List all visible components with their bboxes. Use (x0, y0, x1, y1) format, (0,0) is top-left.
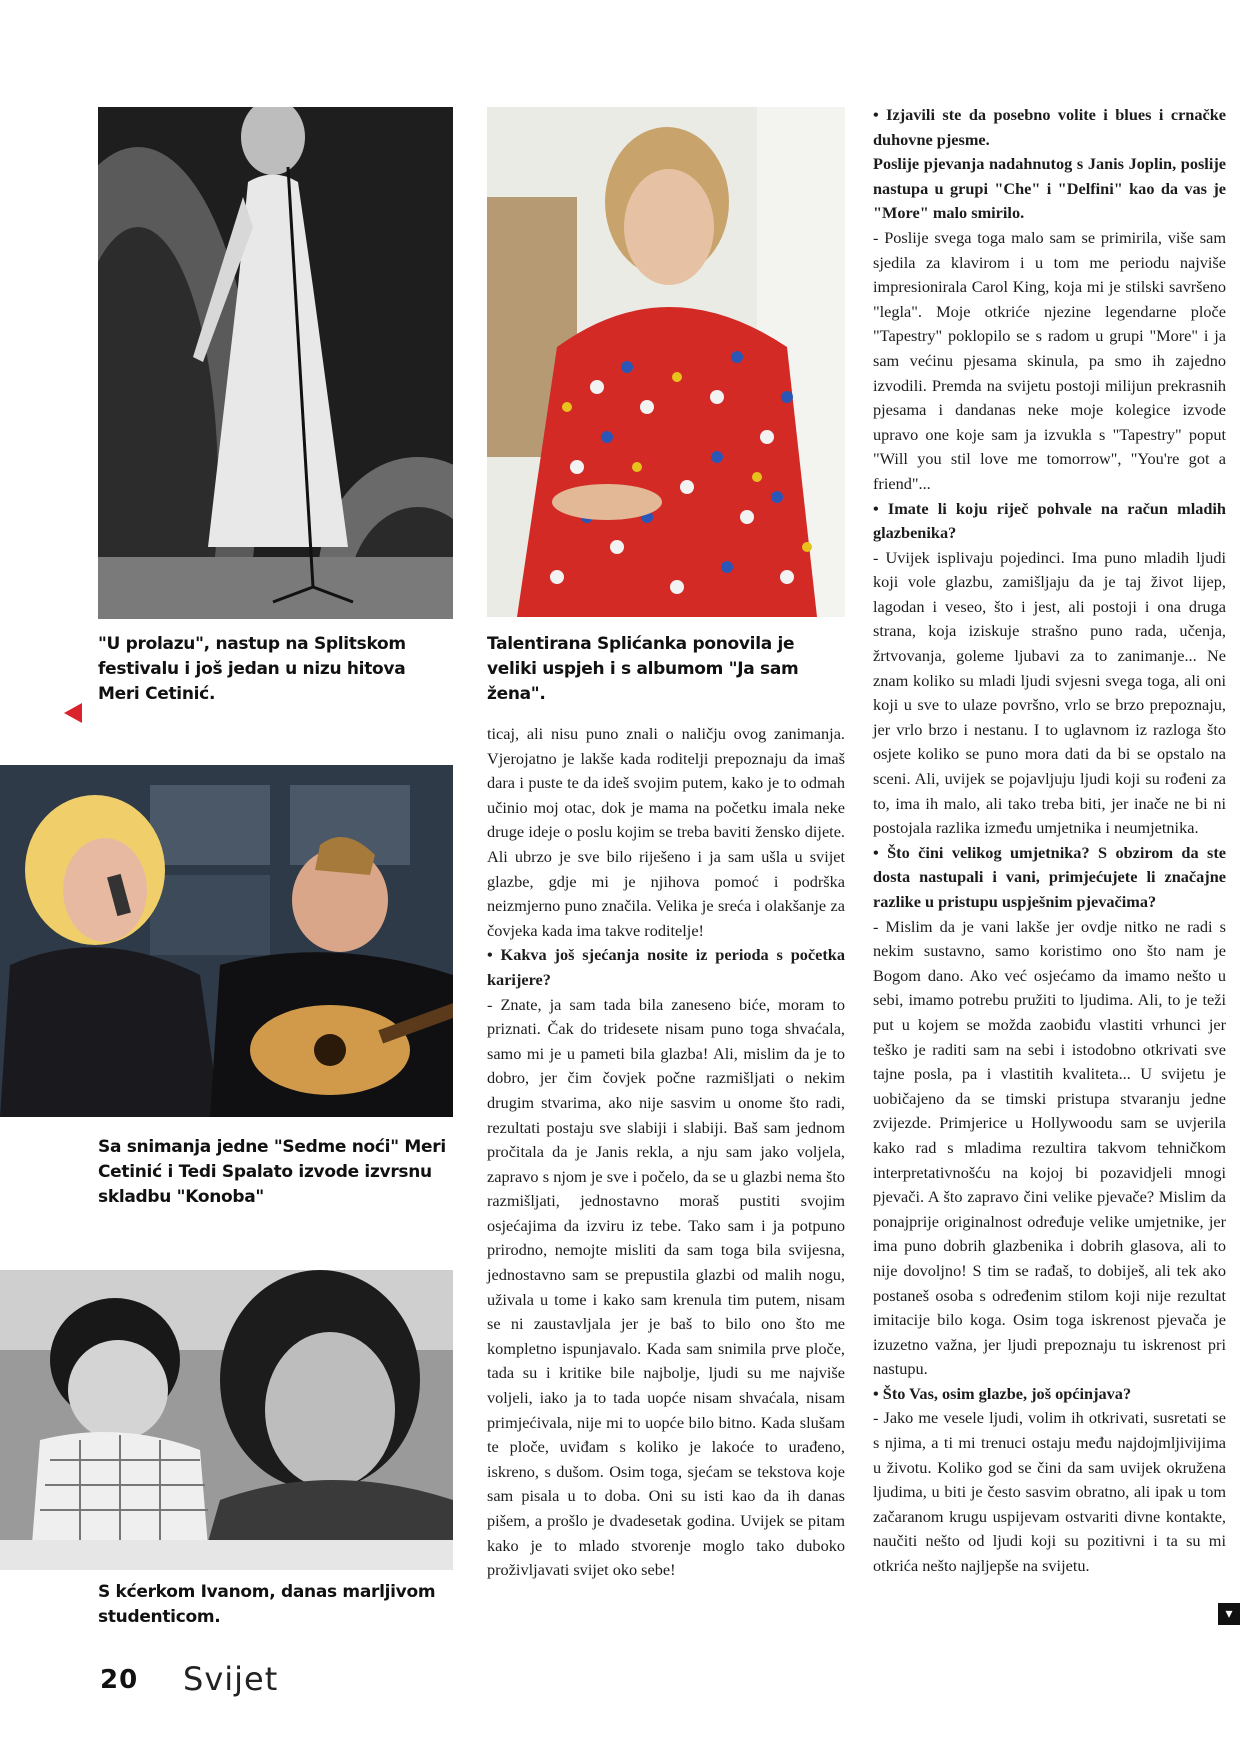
caption-photo-2: Talentirana Splićanka ponovila je veliki uspjeh i s albumom "Ja sam žena". (487, 634, 799, 704)
right-question-1: • Izjavili ste da posebno volite i blues i crnačke duhovne pjesme. (873, 105, 1226, 149)
right-paragraph-3: - Mislim da je vani lakše jer ovdje nitko ne radi s nekim sustavno, samo koristimo ono što nam je Bogom dano. Ako već osjećamo da imamo nešto u sebi, imamo potrebu pružiti to ljudima. Ali, to je teži put u kojem se možda zaobiđu vlastiti vrhunci jer teško je raditi sam na sebi i istodobno otkrivati sve tajne posla, pa i vlastitih kvaliteta... U svijetu je uobičajeno da se timski pristupa stvaranju jedne zvijezde. Primjerice u Hollywoodu sam se uvjerila kako rad s mladima rezultira takvom tehničkom interpretativnošću na kojoj bi pozavidjeli mnogi pjevači. A što zapravo čini velike pjevače? Mislim da ponajprije originalnost određuje velike umjetnike, jer ima puno dobrih glazbenika i dobrih glasova, ali to nije dovoljno! S tim se rađaš, to dobiješ, ali tek ako postaneš osoba s određenim stilom koji nije rezultat imitacije bilo koga. Osim toga iskrenost pjevača je izuzetno važna, jer ljudi prepoznaju tu iskrenost pri nastupu. (873, 916, 1226, 1379)
right-question-1-continued: Poslije pjevanja nadahnutog s Janis Joplin, poslije nastupa u grupi "Che" i "Delfini" kao da vas je "More" malo smirilo. (873, 154, 1226, 223)
middle-question-1: • Kakva još sjećanja nosite iz perioda s početka karijere? (487, 945, 845, 989)
caption-photo-3: Sa snimanja jedne "Sedme noći" Meri Cetinić i Tedi Spalato izvode izvrsnu skladbu "Konoba" (98, 1137, 446, 1207)
middle-text-column (487, 722, 845, 1583)
right-paragraph-2: - Uvijek isplivaju pojedinci. Ima puno mladih ljudi koji vole glazbu, zamišljaju da je taj život lijep, lagodan i veseo, što i jest, ali postoji i ona druga strana, koja iziskuje strašno puno rada, učenja, žrtvovanja, goleme ljubavi za to zanimanje... Ne znam koliko su mladi ljudi svjesni svega toga, ali oni koji u sve to ulaze površno, vrlo se brzo prepoznaju, jer vrlo brzo i nestanu. I to uglavnom iz razloga što osjete koliko se puno mora dati da bi se opstalo na sceni. Ali, uvijek se pojavljuju ljudi koji su rođeni za to, ima ih malo, ali tako treba biti, jer inače ne bi ni postojala razlika između umjetnika i neumjetnika. (873, 547, 1226, 838)
photo-woman-red-dress (487, 107, 845, 617)
magazine-title: Svijet (183, 1660, 279, 1698)
right-question-4: • Što Vas, osim glazbe, još općinjava? (873, 1383, 1132, 1403)
caption-photo-1: "U prolazu", nastup na Splitskom festivalu i još jedan u nizu hitova Meri Cetinić. (98, 634, 406, 704)
right-paragraph-1: - Poslije svega toga malo sam se primirila, više sam sjedila za klavirom i u tom me periodu najviše impresionirala Carol King, koja mi je stilski savršeno "legla". Moje otkriće njezine legendarne ploče "Tapestry" poklopilo se s radom u grupi "More" i ja sam većinu pjesama skinula, pa smo ih zajedno izvodili. Premda na svijetu postoji milijun prekrasnih pjesama i dandanas neke moje kolegice izvode upravo one koje sam ja izvukla s "Tapestry" poput "Will you stil love me tomorrow", "You're got a friend"... (873, 227, 1226, 493)
photo-singer-on-stage (98, 107, 453, 619)
right-text-column (873, 103, 1226, 1579)
photo-mother-and-daughter (0, 1270, 453, 1570)
right-paragraph-4: - Jako me vesele ljudi, volim ih otkrivati, susretati se s njima, a ti mi trenuci ostaju među najdojmljivijima u životu. Koliko god se čini da sam uvijek okružena ljudima, u biti je često sasvim obratno, ali ipak u tom začaranom krugu uspijevam ostvariti divne kontakte, naučiti nešto od ljudi koji su pozitivni i ta su mi otkrića nešto najljepše na svijetu. (873, 1408, 1226, 1576)
middle-paragraph-2: - Znate, ja sam tada bila zaneseno biće, moram to priznati. Čak do tridesete nisam puno toga shvaćala, samo mi je u pameti bila glazba! Ali, mislim da je to dobro, jer čim čovjek počne razmišljati o nekim drugim stvarima, ako nije sasvim u onome što radi, rezultati postaju sve slabiji i slabiji. Baš sam jednom pročitala da je Janis rekla, a nju sam jako voljela, zapravo s njom je sve i počelo, da se u glazbi nema što razmišljati, jednostavno moraš pustiti svojim osjećajima da izviru iz tebe. Tako sam i ja potpuno prirodno, nemojte misliti da sam toga bila svijesna, jednostavno sam se prepustila glazbi od malih nogu, uživala u tome i kako sam krenula tim putem, nisam se ni zaustavljala jer je baš to bilo ono što me kompletno ispunjavalo. Kada sam snimila prve ploče, tada su i kritike bile najbolje, ljudi su me najviše voljeli, iako ja to tada uopće nisam shvaćala, nisam primjećivala, nije mi to uopće bilo bitno. Kada slušam te ploče, uviđam s koliko je lakoće to urađeno, iskreno, s dušom. Osim toga, sjećam se tekstova koje sam pisala u to doba. Oni su isti kao da ih danas pišem, a prošlo je dvadesetak godina. Uvijek se pitam kako je to mlado stvorenje moglo tako duboko proživljavati svijet oko sebe! (487, 994, 845, 1580)
right-question-3: • Što čini velikog umjetnika? S obzirom da ste dosta nastupali i vani, primjećujete li značajne razlike u pristupu uspješnim pjevačima? (873, 842, 1226, 911)
right-question-2: • Imate li koju riječ pohvale na račun mladih glazbenika? (873, 498, 1226, 543)
photo-singer-and-guitarist (0, 765, 453, 1117)
red-arrow-icon (64, 703, 82, 723)
middle-paragraph-1: ticaj, ali nisu puno znali o naličju ovog zanimanja. Vjerojatno je lakše kada roditelji prepoznaju da imaš dara i puste te da ideš svojim putem, kako je to odmah učinio moj otac, dok je mama na početku imala neke druge ideje o poslu kojim se treba baviti žensko dijete. Ali ubrzo je sve bilo riješeno i ja sam ušla u svijet glazbe, gdje mi je njihova pomoć i podrška neizmjerno puno značila. Velika je sreća i olakšanje za čovjeka kada ima takve roditelje! (487, 724, 845, 940)
page-number: 20 (100, 1665, 139, 1695)
caption-photo-4: S kćerkom Ivanom, danas marljivom studenticom. (98, 1582, 436, 1627)
end-of-article-icon: ▾ (1218, 1603, 1240, 1625)
